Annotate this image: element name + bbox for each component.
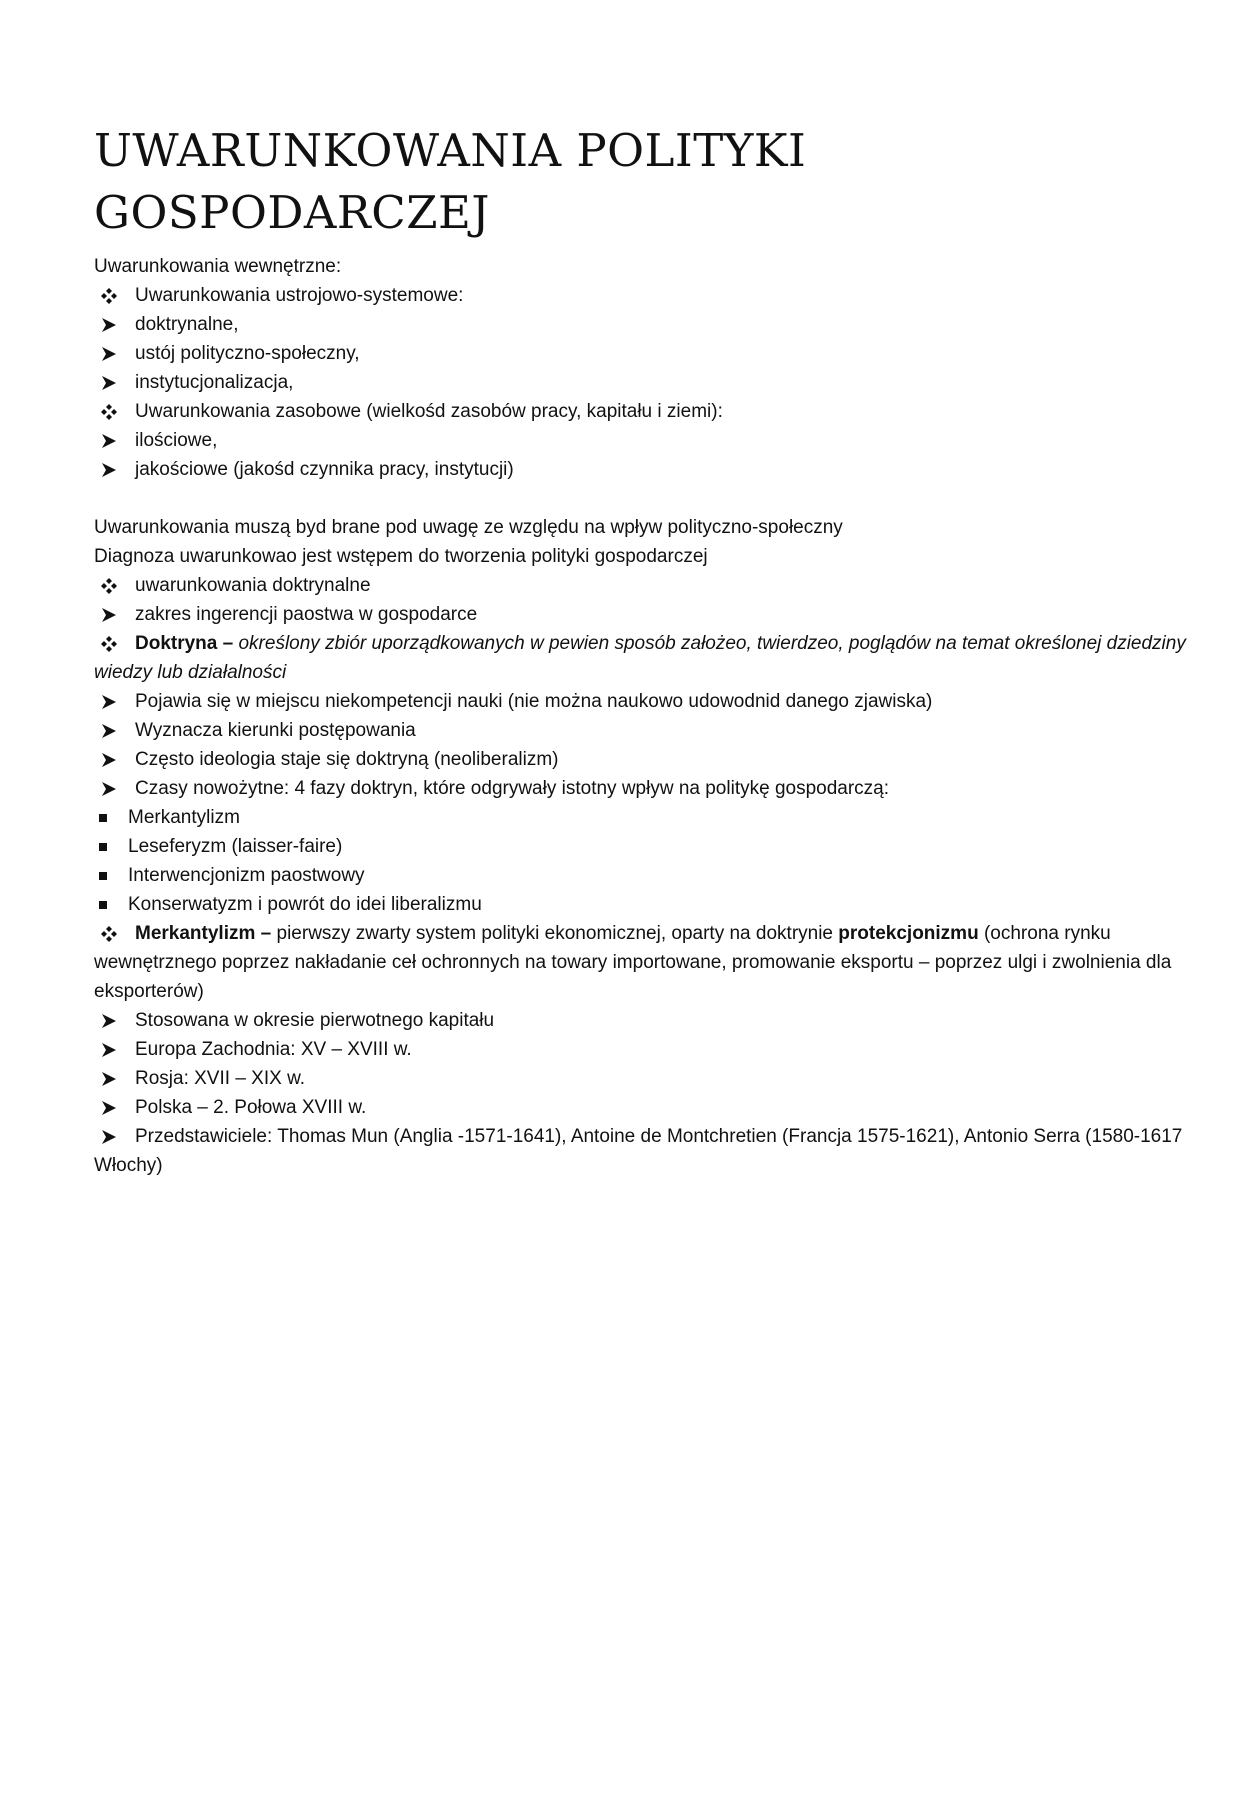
list-item: Europa Zachodnia: XV – XVIII w. bbox=[94, 1035, 1214, 1064]
arrow-bullet-icon bbox=[96, 339, 122, 368]
list-item: Leseferyzm (laisser-faire) bbox=[94, 832, 1214, 861]
list-item: Czasy nowożytne: 4 fazy doktryn, które odgrywały istotny wpływ na politykę gospodarczą: bbox=[94, 774, 1214, 803]
diamond-bullet-icon bbox=[96, 571, 122, 600]
arrow-bullet-icon bbox=[96, 1064, 122, 1093]
merkantylizm-text: pierwszy zwarty system polityki ekonomicznej, oparty na doktrynie bbox=[276, 923, 833, 944]
phases-list bbox=[94, 803, 1214, 919]
list-item: Interwencjonizm paostwowy bbox=[94, 861, 1214, 890]
list-item: zakres ingerencji paostwa w gospodarce bbox=[94, 600, 1214, 629]
doktryna-text: określony zbiór uporządkowanych w pewien sposób założeo, twierdzeo, poglądów na temat określonej dziedziny wiedzy lub działalności bbox=[94, 633, 1186, 683]
document-content bbox=[94, 120, 1214, 1180]
list-item: instytucjonalizacja, bbox=[94, 368, 1214, 397]
list-item: Uwarunkowania ustrojowo-systemowe: bbox=[94, 281, 1214, 310]
square-bullet-icon bbox=[96, 832, 110, 861]
list-item: ilościowe, bbox=[94, 426, 1214, 455]
doktryna-term: Doktryna – bbox=[135, 633, 234, 654]
conditions-list bbox=[94, 281, 1214, 484]
doktryna-definition bbox=[94, 629, 1214, 687]
list-item: uwarunkowania doktrynalne bbox=[94, 571, 1214, 600]
diamond-bullet-icon bbox=[96, 281, 122, 310]
arrow-bullet-icon bbox=[96, 368, 122, 397]
list-item: Stosowana w okresie pierwotnego kapitału bbox=[94, 1006, 1214, 1035]
arrow-bullet-icon bbox=[96, 455, 122, 484]
arrow-bullet-icon bbox=[96, 1093, 122, 1122]
diamond-bullet-icon bbox=[96, 397, 122, 426]
list-item: Merkantylizm bbox=[94, 803, 1214, 832]
arrow-bullet-icon bbox=[96, 774, 122, 803]
list-item: Rosja: XVII – XIX w. bbox=[94, 1064, 1214, 1093]
list-item: Polska – 2. Połowa XVIII w. bbox=[94, 1093, 1214, 1122]
list-item: Przedstawiciele: Thomas Mun (Anglia -1571-1641), Antoine de Montchretien (Francja 1575-1621), Antonio Serra (1580-1617 Włochy) bbox=[94, 1122, 1214, 1180]
list-item: Często ideologia staje się doktryną (neoliberalizm) bbox=[94, 745, 1214, 774]
diamond-bullet-icon bbox=[96, 919, 122, 948]
paragraph: Diagnoza uwarunkowao jest wstępem do tworzenia polityki gospodarczej bbox=[94, 546, 708, 567]
list-item: Pojawia się w miejscu niekompetencji nauki (nie można naukowo udowodnid danego zjawiska) bbox=[94, 687, 1214, 716]
list-item: Konserwatyzm i powrót do idei liberalizmu bbox=[94, 890, 1214, 919]
square-bullet-icon bbox=[96, 890, 110, 919]
list-item: Wyznacza kierunki postępowania bbox=[94, 716, 1214, 745]
doktryna-list bbox=[94, 687, 1214, 803]
paragraph: Uwarunkowania muszą byd brane pod uwagę ze względu na wpływ polityczno-społeczny bbox=[94, 517, 843, 538]
square-bullet-icon bbox=[96, 861, 110, 890]
arrow-bullet-icon bbox=[96, 1122, 122, 1151]
blank-line bbox=[94, 484, 1214, 513]
list-item: ustój polityczno-społeczny, bbox=[94, 339, 1214, 368]
arrow-bullet-icon bbox=[96, 687, 122, 716]
merkantylizm-term: Merkantylizm – bbox=[135, 923, 272, 944]
merkantylizm-list bbox=[94, 1006, 1214, 1180]
list-item: doktrynalne, bbox=[94, 310, 1214, 339]
arrow-bullet-icon bbox=[96, 1006, 122, 1035]
arrow-bullet-icon bbox=[96, 600, 122, 629]
merkantylizm-text-continued: (ochrona rynku wewnętrznego poprzez nakładanie ceł ochronnych na towary importowane, promowanie eksportu – poprzez ulgi i zwolnienia dla eksporterów) bbox=[94, 923, 1172, 1002]
page-title: UWARUNKOWANIA POLITYKI GOSPODARCZEJ bbox=[94, 124, 807, 239]
diamond-bullet-icon bbox=[96, 629, 122, 658]
list-item: Uwarunkowania zasobowe (wielkośd zasobów pracy, kapitału i ziemi): bbox=[94, 397, 1214, 426]
list-item: jakościowe (jakośd czynnika pracy, instytucji) bbox=[94, 455, 1214, 484]
square-bullet-icon bbox=[96, 803, 110, 832]
diagnosis-list bbox=[94, 571, 1214, 629]
arrow-bullet-icon bbox=[96, 1035, 122, 1064]
arrow-bullet-icon bbox=[96, 745, 122, 774]
arrow-bullet-icon bbox=[96, 716, 122, 745]
arrow-bullet-icon bbox=[96, 310, 122, 339]
arrow-bullet-icon bbox=[96, 426, 122, 455]
protekcjonizm-term: protekcjonizmu bbox=[838, 923, 979, 944]
merkantylizm-definition bbox=[94, 919, 1214, 1006]
intro-heading: Uwarunkowania wewnętrzne: bbox=[94, 256, 342, 277]
